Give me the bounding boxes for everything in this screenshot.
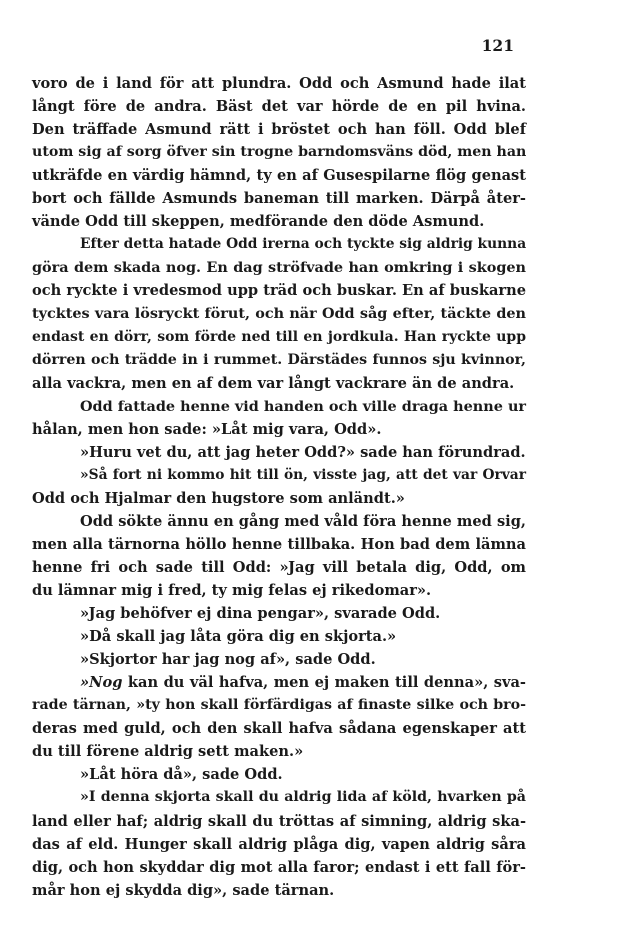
text-line: »Jag behöfver ej dina pengar», svarade Odd. xyxy=(80,605,441,623)
text-line: bort och fällde Asmunds baneman till marken. Därpå åter- xyxy=(32,190,526,208)
text-line: »Låt höra då», sade Odd. xyxy=(80,766,283,784)
text-line: »Så fort ni kommo hit till ön, visste jag, att det var Orvar xyxy=(80,466,526,483)
text-line xyxy=(32,671,526,694)
text-line: Efter detta hatade Odd irerna och tyckte sig aldrig kunna xyxy=(80,236,527,253)
text-line: voro de i land för att plundra. Odd och Asmund hade ilat xyxy=(32,75,526,92)
italic-word: »Nog xyxy=(80,674,123,692)
text-line: tycktes vara lösryckt förut, och när Odd såg efter, täckte den xyxy=(32,305,526,323)
text-line: »Huru vet du, att jag heter Odd?» sade han förundrad. xyxy=(80,443,526,461)
text-line: utkräfde en värdig hämnd, ty en af Gusespilarne flög genast xyxy=(32,167,526,185)
text-line: dörren och trädde in i rummet. Därstädes funnos sju kvinnor, xyxy=(32,351,526,368)
text-line: och ryckte i vredesmod upp träd och buskar. En af buskarne xyxy=(32,282,526,300)
text-line: henne fri och sade till Odd: »Jag vill betala dig, Odd, om xyxy=(32,558,526,576)
text-line: Odd sökte ännu en gång med våld föra henne med sig, xyxy=(80,512,526,530)
text-line: das af eld. Hunger skall aldrig plåga dig, vapen aldrig såra xyxy=(32,835,526,853)
text-line: Odd och Hjalmar den hugstore som anländt.» xyxy=(32,489,405,507)
text-line: utom sig af sorg öfver sin trogne barndomsväns död, men han xyxy=(32,144,527,161)
text-line: Odd fattade henne vid handen och ville draga henne ur xyxy=(80,397,526,415)
text-line: men alla tärnorna höllo henne tillbaka. Hon bad dem lämna xyxy=(32,535,526,553)
text-line: du till förene aldrig sett maken.» xyxy=(32,743,304,761)
text-line: långt före de andra. Bäst det var hörde de en pil hvina. xyxy=(32,98,526,116)
page-number: 121 xyxy=(481,36,514,55)
text-line: alla vackra, men en af dem var långt vackrare än de andra. xyxy=(32,374,515,392)
text-line: rade tärnan, »ty hon skall förfärdigas af finaste silke och bro- xyxy=(32,697,526,714)
text-line: dig, och hon skyddar dig mot alla faror; endast i ett fall för- xyxy=(32,858,526,876)
text-line: »I denna skjorta skall du aldrig lida af köld, hvarken på xyxy=(80,789,526,806)
text-line: hålan, men hon sade: »Låt mig vara, Odd». xyxy=(32,420,382,438)
text-line: du lämnar mig i fred, ty mig felas ej rikedomar». xyxy=(32,582,432,600)
text-line: mår hon ej skydda dig», sade tärnan. xyxy=(32,881,335,899)
text-line: endast en dörr, som förde ned till en jordkula. Han ryckte upp xyxy=(32,328,526,345)
body-text xyxy=(32,72,526,902)
text-line: deras med guld, och den skall hafva sådana egenskaper att xyxy=(32,720,526,738)
text-line: »Då skall jag låta göra dig en skjorta.» xyxy=(80,628,397,646)
text-line: »Skjortor har jag nog af», sade Odd. xyxy=(80,651,376,669)
text-line: göra dem skada nog. En dag ströfvade han omkring i skogen xyxy=(32,259,526,277)
text-line: vände Odd till skeppen, medförande den döde Asmund. xyxy=(32,213,485,231)
text-line: land eller haf; aldrig skall du tröttas af simning, aldrig ska- xyxy=(32,812,526,830)
text-line-rest: kan du väl hafva, men ej maken till denna», sva- xyxy=(127,674,526,692)
text-line: Den träffade Asmund rätt i bröstet och han föll. Odd blef xyxy=(32,121,526,139)
